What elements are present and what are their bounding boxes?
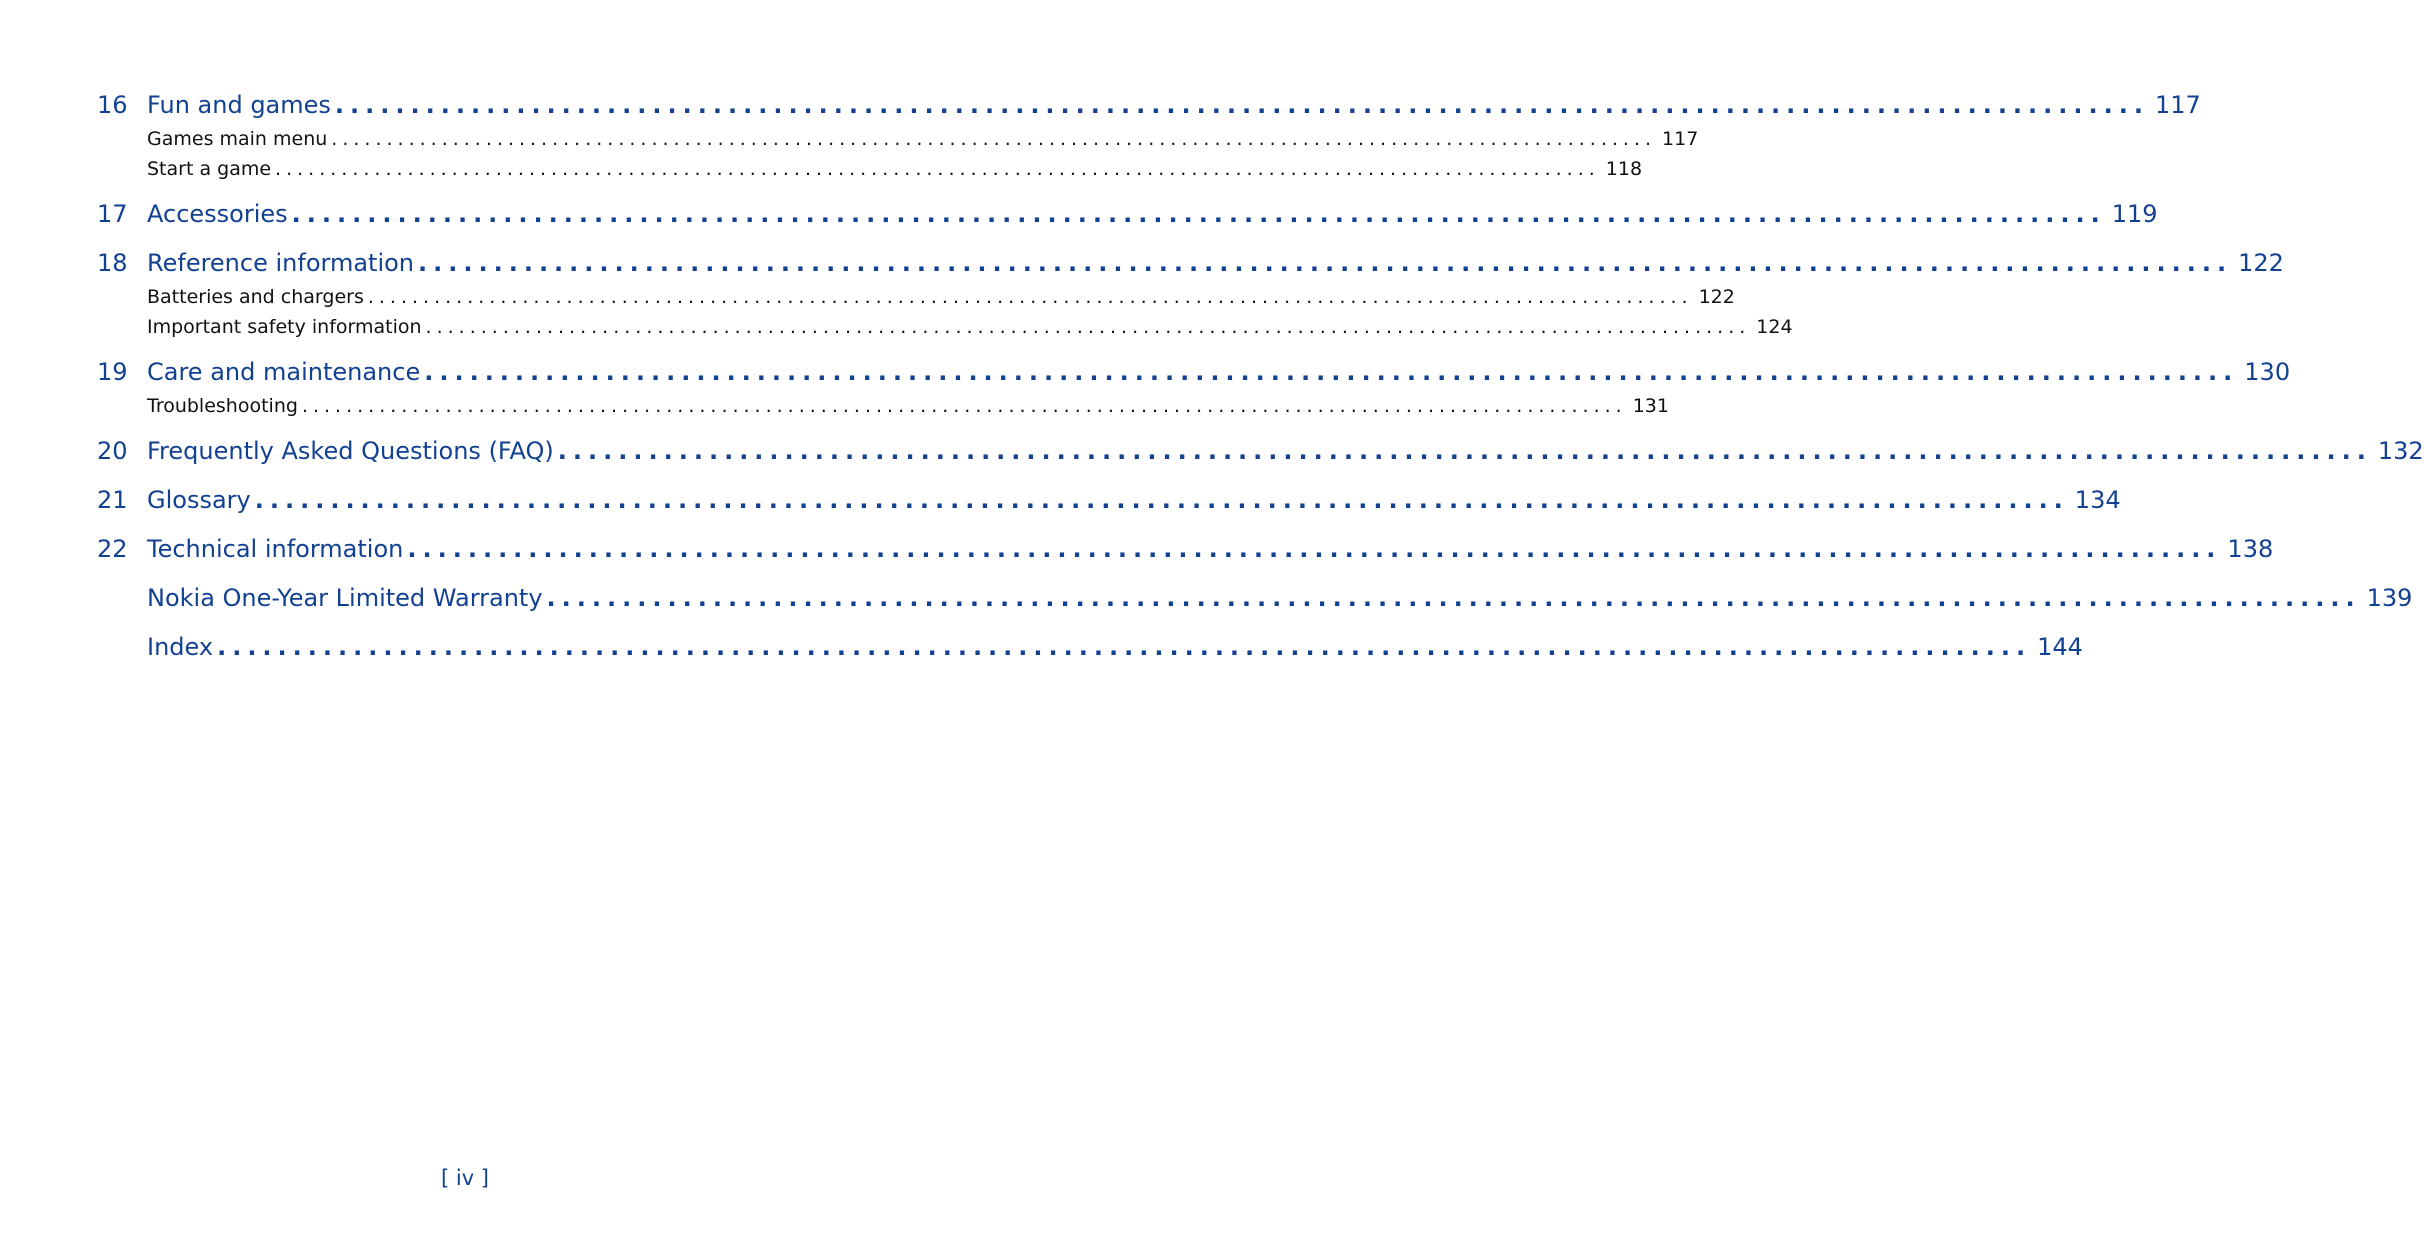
dot-leader: ........................................................................................................................ [301,395,1627,417]
dot-leader: ........................................................................................................................ [407,535,2222,563]
chapter-title: Nokia One-Year Limited Warranty [147,584,543,612]
chapter-page-number: 144 [2037,633,2083,661]
chapter-title: Index [147,633,214,661]
chapter-page-number: 117 [2154,91,2201,119]
dot-leader: ........................................................................................................................ [424,358,2239,386]
chapter-page-number: 139 [2366,584,2413,612]
dot-leader: ........................................................................................................................ [275,158,1600,180]
toc-chapter [97,86,2201,184]
toc-chapter [97,579,2413,617]
toc-chapter [97,432,2424,470]
toc-chapter [97,481,2121,519]
chapter-number: 17 [97,200,128,228]
toc-chapter [97,628,2083,666]
chapter-number: 21 [97,486,128,514]
toc-section-entry[interactable] [97,154,1643,184]
dot-leader: ........................................................................................................................ [291,200,2106,228]
chapter-number: 16 [97,91,128,119]
toc-section-entry[interactable] [97,391,1669,421]
section-title: Games main menu [147,128,328,150]
chapter-title: Glossary [147,486,251,514]
chapter-number: 18 [97,249,128,277]
dot-leader: ........................................................................................................................ [425,316,1751,338]
chapter-title: Frequently Asked Questions (FAQ) [147,437,554,465]
chapter-number: 20 [97,437,128,465]
section-title: Important safety information [147,316,422,338]
table-of-contents [97,86,2424,677]
section-page-number: 117 [1662,128,1699,150]
toc-chapter [97,353,2291,421]
chapter-page-number: 138 [2227,535,2274,563]
dot-leader: ........................................................................................................................ [217,633,2032,661]
chapter-number: 19 [97,358,128,386]
toc-chapter-entry[interactable] [97,628,2083,666]
toc-chapter-entry[interactable] [97,530,2274,568]
page-number: [ iv ] [441,1166,489,1190]
chapter-title: Fun and games [147,91,331,119]
toc-chapter [97,244,2284,342]
section-page-number: 124 [1756,316,1793,338]
toc-chapter-entry[interactable] [97,195,2158,233]
dot-leader: ........................................................................................................................ [254,486,2069,514]
chapter-page-number: 132 [2377,437,2424,465]
chapter-page-number: 122 [2238,249,2284,277]
section-title: Troubleshooting [147,395,298,417]
chapter-page-number: 130 [2244,358,2291,386]
toc-chapter-entry[interactable] [97,481,2121,519]
chapter-title: Accessories [147,200,288,228]
dot-leader: ........................................................................................................................ [367,286,1693,308]
dot-leader: ........................................................................................................................ [557,437,2372,465]
section-title: Batteries and chargers [147,286,364,308]
dot-leader: ........................................................................................................................ [331,128,1657,150]
section-title: Start a game [147,158,272,180]
chapter-page-number: 134 [2074,486,2121,514]
toc-section-entry[interactable] [97,124,1699,154]
section-page-number: 122 [1698,286,1735,308]
dot-leader: ........................................................................................................................ [334,91,2149,119]
section-page-number: 131 [1632,395,1669,417]
chapter-number: 22 [97,535,128,563]
toc-section-entry[interactable] [97,312,1793,342]
toc-chapter-entry[interactable] [97,86,2201,124]
chapter-title: Care and maintenance [147,358,421,386]
toc-chapter [97,530,2274,568]
toc-section-entry[interactable] [97,282,1735,312]
toc-chapter [97,195,2158,233]
toc-chapter-entry[interactable] [97,579,2413,617]
toc-chapter-entry[interactable] [97,353,2291,391]
toc-chapter-entry[interactable] [97,244,2284,282]
dot-leader: ........................................................................................................................ [546,584,2361,612]
chapter-title: Technical information [147,535,404,563]
toc-chapter-entry[interactable] [97,432,2424,470]
chapter-page-number: 119 [2111,200,2158,228]
chapter-title: Reference information [147,249,414,277]
dot-leader: ........................................................................................................................ [418,249,2233,277]
section-page-number: 118 [1605,158,1643,180]
